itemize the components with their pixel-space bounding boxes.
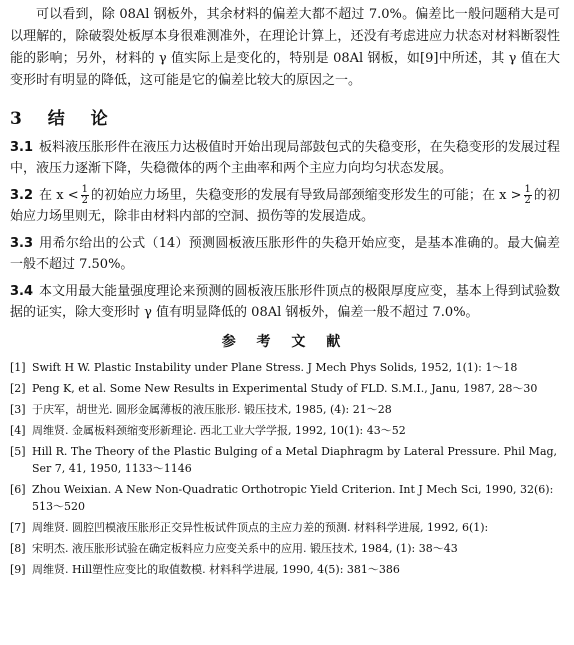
reference-text: 宋明杰. 液压胀形试验在确定板料应力应变关系中的应用. 锻压技术, 1984, (1): 38～43 [32, 542, 458, 555]
conclusion-text-post: 的初始应力场里则无，除非由材料内部的空洞、损伤等的发展造成。 [10, 188, 560, 224]
conclusion-number: 3.2 [10, 188, 34, 203]
conclusion-text-pre: 在 x < [39, 188, 79, 203]
conclusion-number: 3.3 [10, 236, 34, 251]
fraction-denominator: 2 [81, 195, 89, 206]
reference-text: 周维贤. Hill塑性应变比的取值数模. 材料科学进展, 1990, 4(5): 381～386 [32, 563, 400, 576]
fraction [524, 185, 532, 206]
conclusion-text: 本文用最大能量强度理论来预测的圆板液压胀形件顶点的极限厚度应变，基本上得到试验数据的证实，除大变形时 γ 值有明显降低的 08Al 钢板外，偏差一般不超过 7.0%。 [10, 284, 560, 320]
conclusion-item [10, 185, 560, 227]
reference-number: [7] [10, 521, 26, 534]
reference-item [10, 519, 560, 536]
section-number: 3 [10, 109, 32, 129]
intro-paragraph: 可以看到，除 08Al 钢板外，其余材料的偏差大都不超过 7.0%。偏差比一般问题稍大是可以理解的，除破裂处板厚本身很难测准外，在理论计算上，还没有考虑进应力状态对材料断裂性能的影响；另外，材料的 γ 值实际上是变化的，特别是 08Al 钢板，如[9]中所述，其 γ 值在大变形时有明显的降低，这可能是它的偏差比较大的原因之一。 [10, 7, 560, 88]
reference-text: 于庆军，胡世光. 圆形金属薄板的液压胀形. 锻压技术, 1985, (4): 21～28 [32, 403, 392, 416]
reference-text: Zhou Weixian. A New Non-Quadratic Orthotropic Yield Criterion. Int J Mech Sci, 1990, 32(6): 513～520 [32, 483, 554, 513]
fraction-denominator: 2 [524, 195, 531, 206]
references-title: 参 考 文 献 [221, 334, 349, 350]
reference-text: Peng K, et al. Some New Results in Experimental Study of FLD. S.M.I., Janu, 1987, 28～30 [32, 382, 538, 395]
fraction-numerator: 1 [81, 184, 89, 195]
reference-number: [1] [10, 361, 26, 374]
reference-number: [6] [10, 483, 26, 496]
conclusion-text-mid: 的初始应力场里，失稳变形的发展有导致局部颈缩变形发生的可能；在 x > [91, 188, 522, 203]
fraction [81, 185, 89, 206]
section-heading [10, 104, 560, 129]
reference-number: [4] [10, 424, 26, 437]
reference-number: [9] [10, 563, 26, 576]
reference-text: 周维贤. 金属板料颈缩变形新理论. 西北工业大学学报, 1992, 10(1): 43～52 [32, 424, 406, 437]
conclusion-item [10, 233, 560, 275]
reference-item [10, 443, 560, 477]
reference-text: Swift H W. Plastic Instability under Plane Stress. J Mech Phys Solids, 1952, 1(1): 1～18 [32, 361, 518, 374]
reference-text: 周维贤. 圆腔凹模液压胀形正交异性板试件顶点的主应力差的预测. 材料科学进展, 1992, 6(1): [32, 521, 489, 534]
reference-list [10, 359, 560, 578]
conclusion-number: 3.1 [10, 140, 34, 155]
conclusion-number: 3.4 [10, 284, 34, 299]
conclusion-item [10, 281, 560, 323]
reference-number: [3] [10, 403, 26, 416]
reference-item [10, 380, 560, 397]
reference-number: [5] [10, 445, 26, 458]
section-title: 结 论 [47, 109, 118, 129]
reference-number: [8] [10, 542, 26, 555]
conclusion-text: 用希尔给出的公式（14）预测圆板液压胀形件的失稳开始应变，是基本准确的。最大偏差一般不超过 7.50%。 [10, 236, 560, 272]
reference-item [10, 561, 560, 578]
conclusion-item [10, 137, 560, 179]
reference-number: [2] [10, 382, 26, 395]
reference-item [10, 401, 560, 418]
reference-item [10, 422, 560, 439]
reference-item [10, 481, 560, 515]
reference-item [10, 359, 560, 376]
conclusion-text: 板料液压胀形件在液压力达极值时开始出现局部鼓包式的失稳变形，在失稳变形的发展过程中，液压力逐渐下降，失稳微体的两个主曲率和两个主应力向均匀状态发展。 [10, 140, 560, 176]
fraction-numerator: 1 [524, 184, 531, 195]
reference-item [10, 540, 560, 557]
reference-text: Hill R. The Theory of the Plastic Bulging of a Metal Diaphragm by Lateral Pressure. Phil Mag, Ser 7, 41, 1950, 1133～1146 [32, 445, 558, 475]
